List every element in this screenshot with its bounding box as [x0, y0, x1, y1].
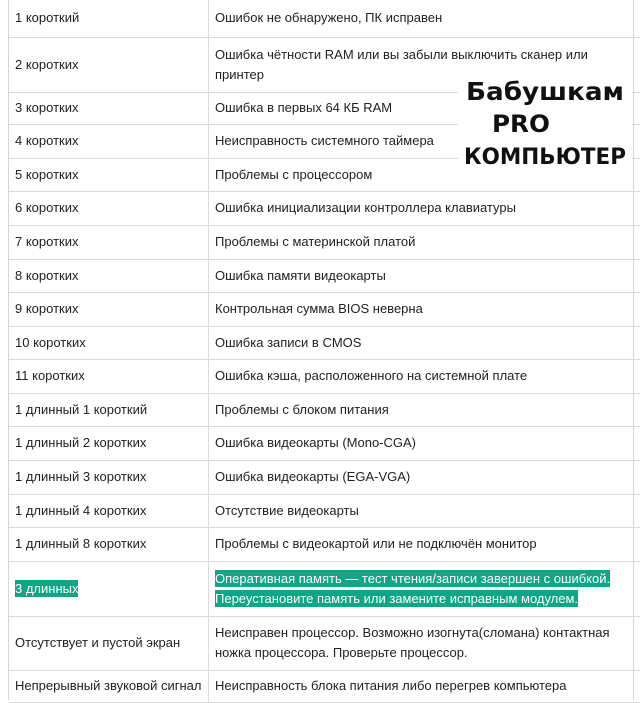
table-row	[9, 393, 640, 426]
beep-description-cell: Проблемы с процессором	[209, 158, 640, 191]
beep-description-cell: Ошибок не обнаружено, ПК исправен	[209, 0, 640, 37]
highlighted-description: Оперативная память — тест чтения/записи завершен с ошибкой. Переустановите память или замените исправным модулем.	[215, 570, 610, 607]
beep-code-cell: 7 коротких	[9, 225, 209, 259]
table-row	[9, 494, 640, 527]
beep-code-cell: 10 коротких	[9, 326, 209, 359]
table-row	[9, 0, 640, 37]
watermark-line-1: Бабушкам	[466, 77, 624, 106]
beep-description-cell: Проблемы с видеокартой или не подключён монитор	[209, 527, 640, 561]
beep-code-cell: 1 длинный 3 коротких	[9, 460, 209, 494]
table-row	[9, 191, 640, 225]
watermark-line-2: PRO	[492, 110, 550, 138]
watermark-logo-graphic	[458, 64, 632, 182]
beep-description-cell: Ошибка чётности RAM или вы забыли выключить сканер или принтер	[209, 37, 640, 92]
table-row	[9, 616, 640, 670]
beep-description-cell: Отсутствие видеокарты	[209, 494, 640, 527]
beep-code-cell: 9 коротких	[9, 292, 209, 326]
beep-description-cell	[209, 561, 640, 616]
beep-code-cell: 1 длинный 8 коротких	[9, 527, 209, 561]
beep-code-cell: 1 короткий	[9, 0, 209, 37]
beep-description-cell: Неисправен процессор. Возможно изогнута(сломана) контактная ножка процессора. Проверьте процессор.	[209, 616, 640, 670]
beep-description-cell: Ошибка кэша, расположенного на системной плате	[209, 359, 640, 393]
beep-description-cell: Контрольная сумма BIOS неверна	[209, 292, 640, 326]
beep-code-cell: 2 коротких	[9, 37, 209, 92]
beep-code-cell: Отсутствует и пустой экран	[9, 616, 209, 670]
beep-code-cell: 5 коротких	[9, 158, 209, 191]
beep-description-cell: Ошибка памяти видеокарты	[209, 259, 640, 292]
beep-code-cell: 8 коротких	[9, 259, 209, 292]
table-row	[9, 460, 640, 494]
beep-description-cell: Ошибка в первых 64 КБ RAM	[209, 92, 640, 124]
watermark-logo	[458, 64, 632, 182]
table-row	[9, 426, 640, 460]
beep-code-cell: 6 коротких	[9, 191, 209, 225]
beep-code-cell	[9, 561, 209, 616]
beep-description-cell: Ошибка инициализации контроллера клавиатуры	[209, 191, 640, 225]
highlighted-code: 3 длинных	[15, 580, 78, 597]
beep-description-cell: Проблемы с блоком питания	[209, 393, 640, 426]
beep-description-cell: Ошибка записи в CMOS	[209, 326, 640, 359]
table-row	[9, 292, 640, 326]
beep-description-cell: Неисправность системного таймера	[209, 124, 640, 158]
beep-description-cell: Проблемы с материнской платой	[209, 225, 640, 259]
beep-code-cell: 1 длинный 4 коротких	[9, 494, 209, 527]
table-row	[9, 259, 640, 292]
table-row-highlighted	[9, 561, 640, 616]
beep-code-cell: 1 длинный 1 короткий	[9, 393, 209, 426]
table-row	[9, 359, 640, 393]
beep-description-cell: Неисправность блока питания либо перегрев компьютера	[209, 670, 640, 702]
beep-code-cell: Непрерывный звуковой сигнал	[9, 670, 209, 702]
beep-code-cell: 1 длинный 2 коротких	[9, 426, 209, 460]
beep-code-cell: 11 коротких	[9, 359, 209, 393]
table-row	[9, 527, 640, 561]
beep-code-cell: 4 коротких	[9, 124, 209, 158]
watermark-line-3: КОМПЬЮТЕР	[464, 145, 626, 170]
table-row	[9, 225, 640, 259]
beep-description-cell: Ошибка видеокарты (EGA-VGA)	[209, 460, 640, 494]
table-row	[9, 326, 640, 359]
beep-code-cell: 3 коротких	[9, 92, 209, 124]
beep-description-cell: Ошибка видеокарты (Mono-CGA)	[209, 426, 640, 460]
table-row	[9, 670, 640, 702]
